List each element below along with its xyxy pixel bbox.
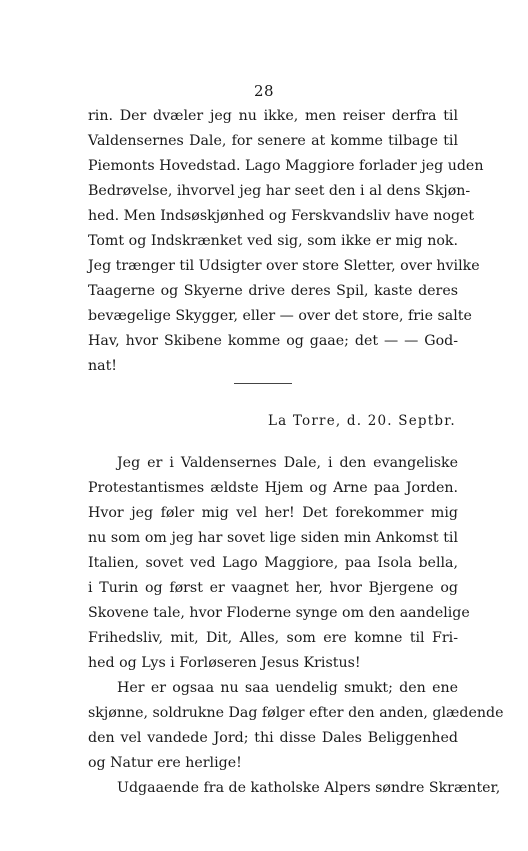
text-line: hed og Lys i Forløseren Jesus Kristus! [88, 655, 361, 671]
text-line: Jeg trænger til Udsigter over store Sletter, over hvilke [88, 258, 480, 274]
text-line: bevægelige Skygger, eller — over det store, frie salte [88, 308, 472, 324]
text-line: Bedrøvelse, ihvorvel jeg har seet den i al dens Skjøn- [88, 183, 471, 199]
text-line: i Turin og først er vaagnet her, hvor Bjergene og [88, 580, 458, 596]
text-line: Udgaaende fra de katholske Alpers søndre Skrænter, [117, 780, 501, 796]
text-line: Italien, sovet ved Lago Maggiore, paa Isola bella, [88, 555, 458, 571]
text-line: Valdensernes Dale, for senere at komme tilbage til [88, 133, 458, 149]
text-line: rin. Der dvæler jeg nu ikke, men reiser derfra til [88, 108, 458, 124]
text-line: hed. Men Indsøskjønhed og Ferskvandsliv have noget [88, 208, 475, 224]
text-line: Hav, hvor Skibene komme og gaae; det — — God- [88, 333, 458, 349]
dateline: La Torre, d. 20. Septbr. [268, 413, 456, 429]
text-line: den vel vandede Jord; thi disse Dales Beliggenhed [88, 730, 458, 746]
text-line: og Natur ere herlige! [88, 755, 242, 771]
text-line: Protestantismes ældste Hjem og Arne paa Jorden. [88, 480, 458, 496]
text-line: nat! [88, 358, 117, 374]
section-divider [234, 383, 292, 384]
text-line: Skovene tale, hvor Floderne synge om den aandelige [88, 605, 470, 621]
page-number: 28 [253, 82, 275, 100]
text-line: Piemonts Hovedstad. Lago Maggiore forlader jeg uden [88, 158, 484, 174]
text-line: Tomt og Indskrænket ved sig, som ikke er mig nok. [88, 233, 458, 249]
text-line: Taagerne og Skyerne drive deres Spil, kaste deres [88, 283, 458, 299]
text-line: skjønne, soldrukne Dag følger efter den anden, glædende [88, 705, 504, 721]
text-line: nu som om jeg har sovet lige siden min Ankomst til [88, 530, 458, 546]
text-line: Hvor jeg føler mig vel her! Det forekommer mig [88, 505, 458, 521]
text-line: Her er ogsaa nu saa uendelig smukt; den ene [117, 680, 458, 696]
text-line: Frihedsliv, mit, Dit, Alles, som ere komne til Fri- [88, 630, 458, 646]
text-line: Jeg er i Valdensernes Dale, i den evangeliske [117, 455, 458, 471]
